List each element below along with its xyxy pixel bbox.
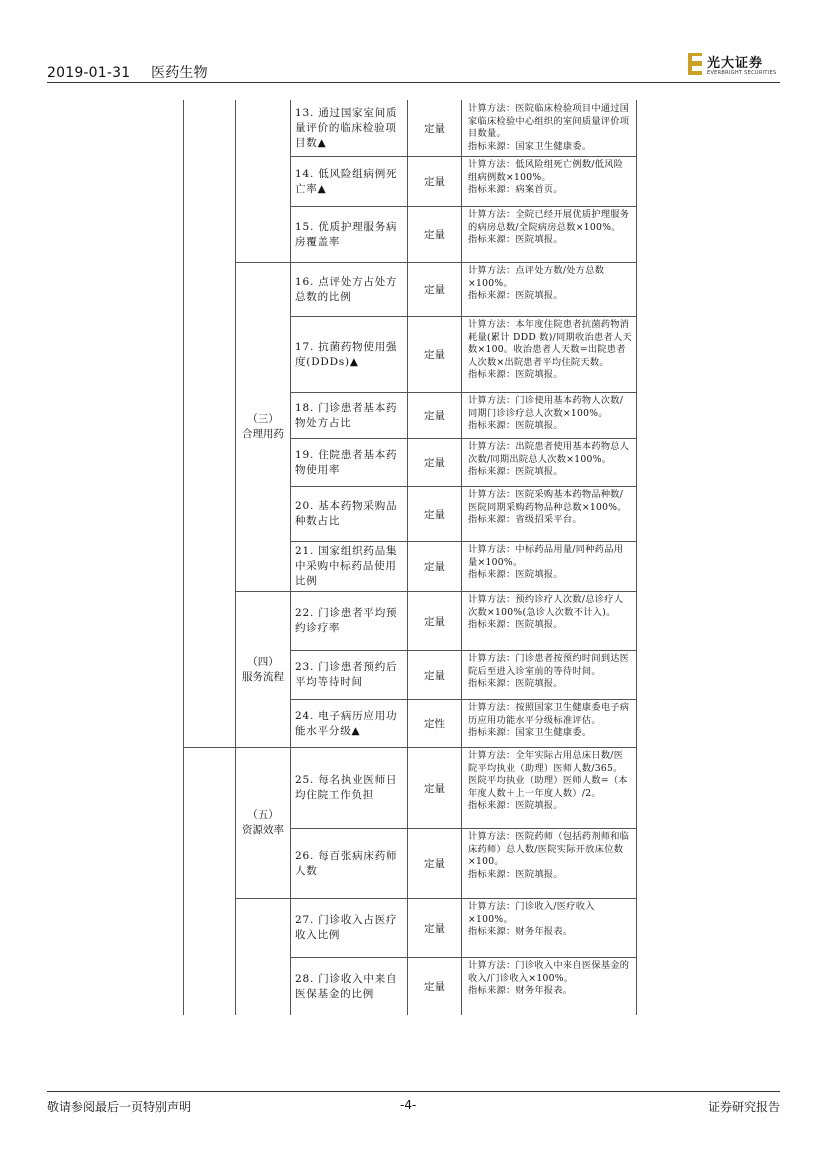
indicator-description [462, 439, 636, 486]
indicator-name [291, 899, 407, 957]
indicator-description [462, 101, 636, 156]
calculation-method: 计算方法：预约诊疗人次数/总诊疗人次数×100%(急诊人次数不计入)。 [468, 594, 624, 618]
indicator-type [408, 101, 461, 156]
indicator-source: 指标来源：国家卫生健康委。 [468, 727, 592, 739]
indicator-type [408, 829, 461, 898]
indicator-type-text: 定量 [424, 176, 445, 188]
calculation-method: 计算方法：低风险组死亡例数/低风险组病例数×100%。 [468, 159, 624, 183]
indicator-type-text: 定量 [424, 410, 445, 422]
category-name: 资源效率 [242, 824, 284, 836]
indicator-type [408, 207, 461, 262]
indicator-type-text: 定性 [424, 718, 445, 730]
footer-report-type: 证券研究报告 [707, 1100, 780, 1114]
indicator-source: 指标来源：医院填报。 [468, 678, 563, 690]
indicator-name-text: 13. 通过国家室间质量评价的临床检验项目数▲ [295, 107, 398, 149]
page-number: -4- [400, 1098, 417, 1112]
indicator-type [408, 700, 461, 747]
indicator-name-text: 17. 抗菌药物使用强度(DDDs)▲ [295, 340, 398, 368]
indicator-type-text: 定量 [424, 284, 445, 296]
calculation-method: 计算方法：中标药品用量/同种药品用量×100%。 [468, 544, 624, 568]
indicator-source: 指标来源：医院填报。 [468, 466, 563, 478]
table-horizontal-rule [235, 898, 290, 899]
calculation-method: 计算方法：医院采购基本药物品种数/医院同期采购药物品种总数×100%。 [468, 489, 627, 513]
category-name: 合理用药 [242, 428, 284, 440]
indicator-type [408, 263, 461, 316]
calculation-method: 计算方法：门诊使用基本药物人次数/同期门诊诊疗总人次数×100%。 [468, 395, 624, 419]
indicator-name-text: 28. 门诊收入中来自医保基金的比例 [295, 972, 398, 1000]
logo-name-cn: 光大证券 [707, 56, 764, 71]
indicator-source: 指标来源：医院填报。 [468, 569, 563, 581]
indicator-name-text: 15. 优质护理服务病房覆盖率 [295, 220, 398, 248]
indicator-description [462, 207, 636, 262]
category-name: 服务流程 [242, 670, 284, 683]
indicator-type-text: 定量 [424, 349, 445, 361]
indicator-description [462, 592, 636, 650]
indicator-name [291, 958, 407, 1015]
calculation-method: 计算方法：全年实际占用总床日数/医院平均执业（助理）医师人数/365。医院平均执业（助理）医师人数=（本年度人数＋上一年度人数）/2。 [468, 750, 628, 799]
indicator-name-text: 23. 门诊患者预约后平均等待时间 [295, 661, 398, 688]
indicator-type-text: 定量 [424, 858, 445, 870]
indicator-description [462, 700, 636, 747]
indicator-source: 指标来源：医院填报。 [468, 234, 563, 246]
calculation-method: 计算方法：门诊患者按预约时间到达医院后至进入诊室前的等待时间。 [468, 653, 630, 677]
calculation-method: 计算方法：医院药师（包括药剂师和临床药师）总人数/医院实际开放床位数×100。 [468, 831, 630, 868]
indicator-type [408, 393, 461, 438]
indicator-type [408, 439, 461, 486]
calculation-method: 计算方法：医院临床检验项目中通过国家临床检验中心组织的室间质量评价项目数量。 [468, 103, 630, 140]
report-date: 2019-01-31 [47, 65, 131, 81]
indicator-name [291, 439, 407, 486]
indicator-description [462, 829, 636, 898]
indicator-type [408, 592, 461, 650]
indicator-name [291, 592, 407, 650]
indicator-type-text: 定量 [424, 561, 445, 573]
indicator-type [408, 317, 461, 392]
indicator-type [408, 651, 461, 699]
indicator-source: 指标来源：财务年报表。 [468, 985, 573, 997]
indicator-name-text: 14. 低风险组病例死亡率▲ [295, 167, 398, 195]
indicator-name [291, 263, 407, 316]
calculation-method: 计算方法：按照国家卫生健康委电子病历应用功能水平分级标准评估。 [468, 702, 630, 726]
indicator-source: 指标来源：国家卫生健康委。 [468, 140, 592, 152]
logo-name-en: EVERBRIGHT SECURITIES [707, 70, 777, 76]
indicator-type-text: 定量 [424, 229, 445, 241]
indicator-name [291, 748, 407, 828]
indicator-name [291, 207, 407, 262]
indicator-name-text: 26. 每百张病床药师人数 [295, 849, 398, 877]
category-number: （四） [247, 655, 279, 668]
indicator-source: 指标来源：省级招采平台。 [468, 514, 582, 526]
indicator-name [291, 542, 407, 591]
indicator-name-text: 20. 基本药物采购品种数占比 [295, 500, 398, 527]
indicator-description [462, 157, 636, 206]
indicator-type-text: 定量 [424, 615, 445, 628]
indicator-type [408, 899, 461, 957]
calculation-method: 计算方法：出院患者使用基本药物总人次数/同期出院总人次数×100%。 [468, 441, 630, 465]
page-header [47, 62, 208, 82]
indicator-source: 指标来源：医院填报。 [468, 868, 563, 880]
indicator-description [462, 899, 636, 957]
calculation-method: 计算方法：本年度住院患者抗菌药物消耗量(累计 DDD 数)/同期收治患者人天数×100。收治患者人天数=出院患者人次数×出院患者平均住院天数。 [468, 319, 632, 368]
indicator-source: 指标来源：医院填报。 [468, 619, 563, 631]
calculation-method: 计算方法：点评处方数/处方总数×100%。 [468, 265, 605, 289]
indicator-name [291, 651, 407, 699]
footer-divider [47, 1091, 780, 1092]
indicator-description [462, 487, 636, 541]
category-label [236, 592, 290, 747]
indicator-source: 指标来源：医院填报。 [468, 290, 563, 302]
category-label [236, 263, 290, 591]
indicator-type [408, 487, 461, 541]
indicator-source: 指标来源：财务年报表。 [468, 926, 573, 938]
indicator-name [291, 700, 407, 747]
indicator-name-text: 19. 住院患者基本药物使用率 [295, 448, 398, 476]
indicator-description [462, 958, 636, 1015]
indicator-type-text: 定量 [424, 457, 445, 469]
indicator-type-text: 定量 [424, 782, 445, 795]
indicator-name [291, 157, 407, 206]
everbright-logo [688, 52, 778, 80]
calculation-method: 计算方法：门诊收入/医疗收入×100%。 [468, 901, 595, 925]
indicator-type-text: 定量 [424, 669, 445, 682]
category-number: （三） [247, 413, 279, 425]
indicator-name-text: 16. 点评处方占处方总数的比例 [295, 275, 398, 303]
indicator-description [462, 651, 636, 699]
indicator-name-text: 22. 门诊患者平均预约诊疗率 [295, 607, 398, 634]
footer-disclaimer: 敬请参阅最后一页特别声明 [47, 1100, 192, 1114]
logo-mark-icon [688, 53, 702, 75]
indicator-name-text: 24. 电子病历应用功能水平分级▲ [295, 709, 398, 737]
indicator-name-text: 18. 门诊患者基本药物处方占比 [295, 401, 398, 429]
indicator-source: 指标来源：医院填报。 [468, 800, 563, 812]
indicator-type [408, 748, 461, 828]
indicator-name-text: 27. 门诊收入占医疗收入比例 [295, 914, 398, 941]
indicator-type-text: 定量 [424, 508, 445, 521]
indicator-type-text: 定量 [424, 981, 445, 993]
indicator-description [462, 748, 636, 828]
indicator-name [291, 101, 407, 156]
indicator-name-text: 21. 国家组织药品集中采购中标药品使用比例 [295, 545, 398, 587]
calculation-method: 计算方法：全院已经开展优质护理服务的病房总数/全院病房总数×100%。 [468, 209, 630, 233]
table-vertical-rule [183, 100, 184, 1015]
indicator-type [408, 958, 461, 1015]
indicator-type-text: 定量 [424, 123, 445, 135]
table-vertical-rule [636, 100, 637, 1015]
category-label [236, 748, 290, 898]
indicator-description [462, 317, 636, 392]
indicator-name [291, 829, 407, 898]
indicator-type [408, 157, 461, 206]
indicator-type-text: 定量 [424, 922, 445, 935]
report-sector: 医药生物 [151, 65, 208, 81]
indicator-description [462, 263, 636, 316]
indicator-source: 指标来源：医院填报。 [468, 420, 563, 432]
header-divider [47, 82, 780, 83]
calculation-method: 计算方法：门诊收入中来自医保基金的收入/门诊收入×100%。 [468, 960, 630, 984]
indicator-type [408, 542, 461, 591]
indicator-source: 指标来源：病案首页。 [468, 184, 563, 196]
indicator-name-text: 25. 每名执业医师日均住院工作负担 [295, 774, 398, 801]
indicator-description [462, 542, 636, 591]
indicator-name [291, 317, 407, 392]
indicator-source: 指标来源：医院填报。 [468, 369, 563, 381]
indicator-description [462, 393, 636, 438]
table-horizontal-rule [183, 747, 235, 748]
indicator-name [291, 487, 407, 541]
indicator-name [291, 393, 407, 438]
category-number: （五） [247, 809, 279, 821]
